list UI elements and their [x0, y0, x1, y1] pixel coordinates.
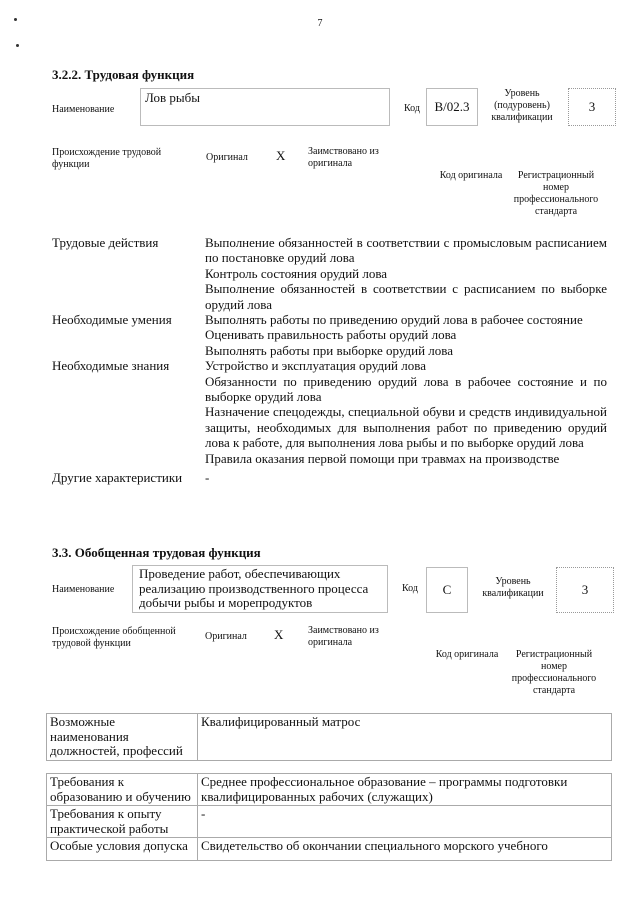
special-label: Особые условия допуска	[47, 838, 198, 861]
name-value: Проведение работ, обеспечивающих реализацию производственного процесса добычи рыбы и морепродуктов	[139, 566, 369, 610]
other-row	[52, 470, 607, 485]
orig-code-label: Код оригинала	[435, 649, 499, 660]
original-label: Оригинал	[205, 631, 247, 642]
other-value: -	[205, 470, 210, 486]
skills-row	[52, 312, 607, 358]
origin-label: Происхождение трудовой функции	[52, 147, 162, 170]
section-heading: 3.3. Обобщенная трудовая функция	[52, 545, 261, 560]
borrowed-label: Заимствовано из оригинала	[308, 146, 379, 169]
reg-label: Регистрационный номер профессионального стандарта	[513, 170, 599, 217]
positions-value: Квалифицированный матрос	[198, 714, 612, 761]
original-mark: X	[276, 148, 286, 163]
table-row	[47, 838, 612, 861]
name-box	[140, 88, 390, 126]
positions-label: Возможные наименования должностей, профессий	[47, 714, 198, 761]
reg-label: Регистрационный номер профессионального стандарта	[511, 649, 597, 696]
code-value: C	[426, 567, 468, 613]
skill-item: Выполнять работы по приведению орудий лова в рабочее состояние	[205, 312, 583, 328]
page-number: 7	[317, 18, 323, 29]
skill-item: Оценивать правильность работы орудий лова	[205, 327, 457, 343]
scan-dot	[14, 18, 17, 21]
code-label: Код	[404, 103, 420, 114]
knowledge-label: Необходимые знания	[52, 358, 170, 374]
special-value: Свидетельство об окончании специального морского учебного	[198, 838, 612, 861]
actions-label: Трудовые действия	[52, 235, 159, 250]
positions-table	[46, 713, 612, 761]
edu-label: Требования к образованию и обучению	[47, 774, 198, 806]
requirements-table	[46, 773, 612, 861]
borrowed-label: Заимствовано из оригинала	[308, 625, 379, 648]
other-label: Другие характеристики	[52, 470, 183, 486]
actions-row	[52, 235, 607, 312]
original-label: Оригинал	[206, 152, 248, 163]
orig-code-label: Код оригинала	[439, 170, 503, 181]
name-box	[132, 565, 388, 613]
edu-value: Среднее профессиональное образование – программы подготовки квалифицированных рабочих (служащих)	[198, 774, 612, 806]
name-label: Наименование	[52, 584, 115, 595]
level-value: 3	[556, 567, 614, 613]
code-label: Код	[402, 583, 418, 594]
knowledge-row	[52, 358, 607, 466]
table-row	[47, 714, 612, 761]
origin-label: Происхождение обобщенной трудовой функции	[52, 626, 176, 649]
action-item: Выполнение обязанностей в соответствии с промысловым расписанием по постановке орудий лова	[205, 235, 607, 266]
knowledge-item: Устройство и эксплуатация орудий лова	[205, 358, 426, 374]
code-value: B/02.3	[426, 88, 478, 126]
exp-label: Требования к опыту практической работы	[47, 806, 198, 838]
table-row	[47, 806, 612, 838]
skill-item: Выполнять работы при выборке орудий лова	[205, 342, 454, 358]
function-details	[52, 235, 607, 486]
exp-value: -	[198, 806, 612, 838]
name-value: Лов рыбы	[145, 90, 200, 105]
table-row	[47, 774, 612, 806]
knowledge-item: Правила оказания первой помощи при травмах на производстве	[205, 450, 560, 466]
original-mark: X	[274, 627, 284, 642]
action-item: Выполнение обязанностей в соответствии с расписанием по выборке орудий лова	[205, 281, 607, 312]
knowledge-item: Обязанности по приведению орудий лова в рабочее состояние и по выборке орудий лова	[205, 373, 607, 405]
section-heading: 3.2.2. Трудовая функция	[52, 67, 195, 82]
skills-label: Необходимые умения	[52, 312, 172, 328]
knowledge-item: Назначение спецодежды, специальной обуви и средств индивидуальной защиты, необходимых для выполнения работ по приведению орудий лова к работе, для выполнения лова рыбы и по выборке орудий лова	[205, 404, 607, 451]
level-value: 3	[568, 88, 616, 126]
scan-dot	[16, 44, 19, 47]
action-item: Контроль состояния орудий лова	[205, 265, 388, 281]
level-label: Уровень (подуровень) квалификации	[491, 88, 553, 123]
level-label: Уровень квалификации	[482, 576, 544, 599]
name-label: Наименование	[52, 104, 115, 115]
